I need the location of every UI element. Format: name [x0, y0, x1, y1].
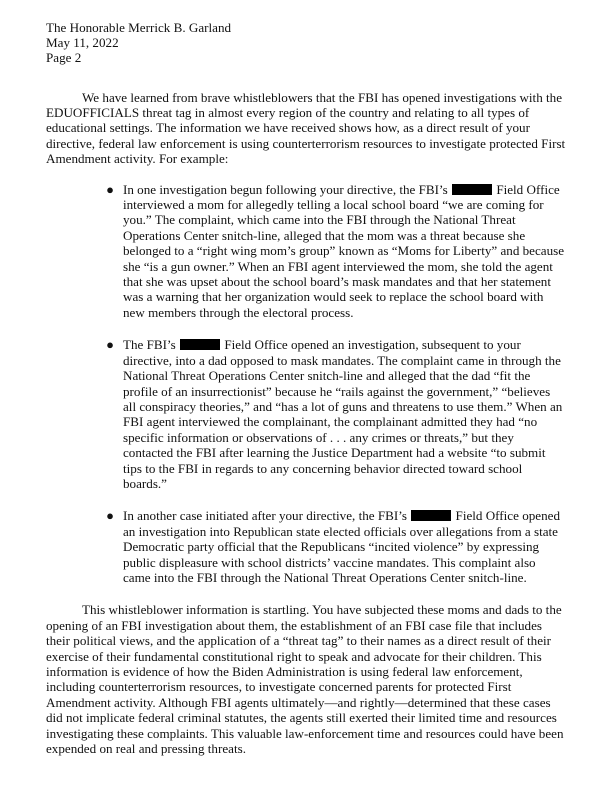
bullet-text-before: In another case initiated after your directive, the FBI’s: [123, 508, 407, 524]
intro-paragraph: We have learned from brave whistleblowers that the FBI has opened investigations with the EDUOFFICIALS threat tag in almost every region of the country and relating to all types of educational settings. The information we have received shows how, as a direct result of your directive, federal law enforcement is using counterterrorism resources to investigate protected First Amendment activity. For example:: [46, 89, 566, 167]
list-item: [106, 181, 566, 321]
date-line: May 11, 2022: [46, 35, 119, 51]
bullet-icon: ●: [106, 337, 114, 353]
letter-page: [46, 20, 566, 756]
bullet-text-after: Field Office opened an investigation into Republican state elected officials over allegations from a state Democratic party official that the Republicans “incited violence” by expressing public displeasure with school districts’ vaccine mandates. This complaint also came into the FBI through the National Threat Operations Center snitch-line.: [123, 508, 561, 585]
list-item: [106, 337, 566, 491]
letter-header: [46, 20, 566, 66]
bullet-text-before: In one investigation begun following your directive, the FBI’s: [123, 181, 448, 197]
page-number: Page 2: [46, 50, 82, 66]
bullet-text-after: Field Office opened an investigation, subsequent to your directive, into a dad opposed to mask mandates. The complaint came in through the National Threat Operations Center snitch-line and alleged that the dad “fit the profile of an insurrectionist” because he “rails against the government,” “believes all conspiracy theories,” and “has a lot of guns and threatens to use them.” When an FBI agent interviewed the complainant, the complainant admitted they had “no specific information or observations of . . . any crimes or threats,” but they contacted the FBI after learning the Justice Department had a website “to submit tips to the FBI in regards to any concerning behavior directed toward school boards.”: [123, 337, 563, 491]
bullet-text-after: Field Office interviewed a mom for allegedly telling a local school board “we are coming for you.” The complaint, which came into the FBI through the National Threat Operations Center snitch-line, alleged that the mom was a threat because she belonged to a “right wing mom’s group” known as “Moms for Liberty” and because she “is a gun owner.” When an FBI agent interviewed the mom, she told the agent that she was upset about the school board’s mask mandates and that her statement was a warning that her organization would seek to replace the school board with new members through the electoral process.: [123, 181, 565, 320]
redaction-box: [411, 510, 451, 521]
example-list: [46, 182, 566, 586]
bullet-icon: ●: [106, 508, 114, 524]
bullet-text-before: The FBI’s: [123, 337, 176, 353]
redaction-box: [180, 339, 220, 350]
bullet-icon: ●: [106, 181, 114, 197]
conclusion-paragraph: This whistleblower information is startling. You have subjected these moms and dads to the opening of an FBI investigation about them, the establishment of an FBI case file that includes their political views, and the application of a “threat tag” to their names as a direct result of their exercise of their fundamental constitutional right to speak and advocate for their children. This information is evidence of how the Biden Administration is using federal law enforcement, including counterterrorism resources, to investigate concerned parents for protected First Amendment activity. Although FBI agents ultimately—and rightly—determined that these cases did not implicate federal criminal statutes, the agents still exerted their limited time and resources investigating these complaints. This valuable law-enforcement time and resources could have been expended on real and pressing threats.: [46, 602, 564, 757]
recipient-line: The Honorable Merrick B. Garland: [46, 20, 232, 35]
list-item: [106, 508, 566, 585]
redaction-box: [452, 184, 492, 195]
